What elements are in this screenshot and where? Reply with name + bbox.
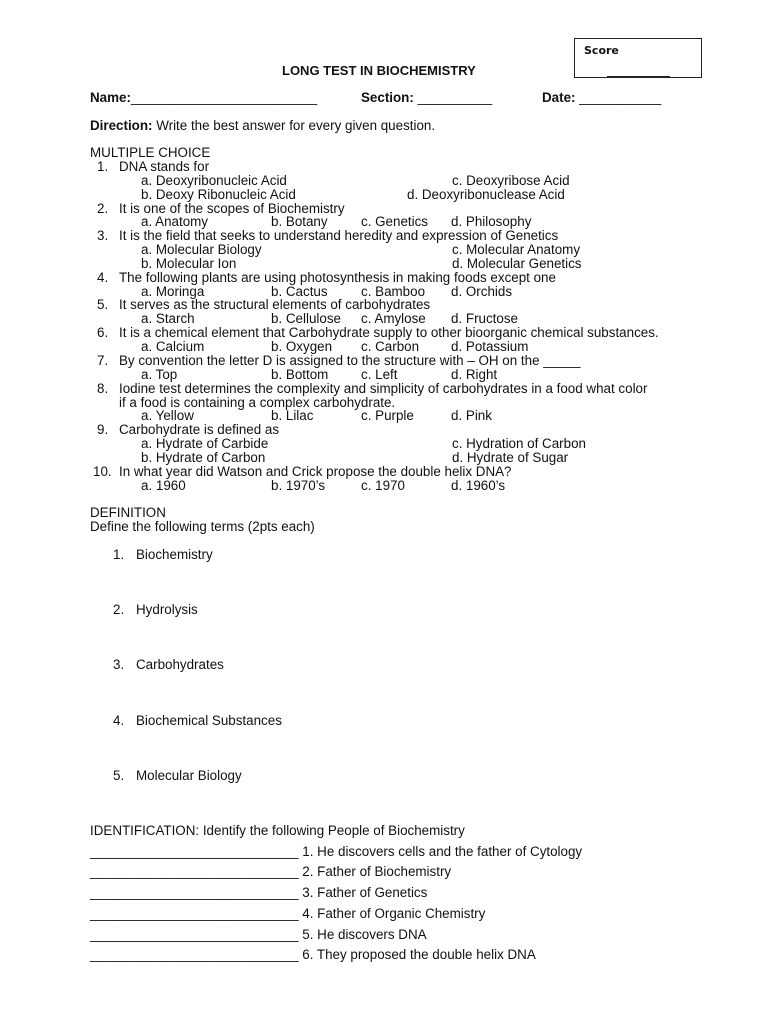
option-c: c. Left	[361, 367, 398, 382]
question-text: By convention the letter D is assigned to the structure with – OH on the _____	[119, 353, 581, 368]
option-a: a. Yellow	[141, 408, 194, 423]
answer-blank: ____________________________	[90, 844, 299, 859]
term-text: Hydrolysis	[136, 602, 198, 617]
multiple-choice-heading: MULTIPLE CHOICE	[90, 145, 211, 160]
option-b: b. Oxygen	[271, 339, 333, 354]
question-number: 10.	[93, 464, 112, 479]
option-a: a. Hydrate of Carbide	[141, 436, 269, 451]
option-b: b. Hydrate of Carbon	[141, 450, 266, 465]
question-number: 6.	[97, 325, 109, 340]
option-b: b. Cellulose	[271, 311, 341, 326]
option-c: c. Carbon	[361, 339, 420, 354]
option-d: d. Right	[451, 367, 498, 382]
option-a: a. Anatomy	[141, 214, 208, 229]
question-text: It is the field that seeks to understand heredity and expression of Genetics	[119, 228, 559, 243]
question-text: It is one of the scopes of Biochemistry	[119, 201, 345, 216]
score-line	[607, 76, 670, 77]
identification-text: 1. He discovers cells and the father of Cytology	[302, 844, 583, 859]
option-a: a. Calcium	[141, 339, 205, 354]
option-d: d. Potassium	[451, 339, 529, 354]
question-text: Carbohydrate is defined as	[119, 422, 280, 437]
option-c: c. Deoxyribose Acid	[452, 173, 570, 188]
question-text: DNA stands for	[119, 159, 210, 174]
option-b: b. Botany	[271, 214, 328, 229]
option-c: c. 1970	[361, 478, 405, 493]
identification-text: 2. Father of Biochemistry	[302, 864, 452, 879]
date-field	[542, 91, 661, 104]
answer-blank: ____________________________	[90, 927, 299, 942]
option-b: b. Deoxy Ribonucleic Acid	[141, 187, 296, 202]
identification-heading: IDENTIFICATION: Identify the following People of Biochemistry	[90, 823, 465, 838]
question-number: 5.	[97, 297, 109, 312]
option-c: c. Genetics	[361, 214, 428, 229]
option-c: c. Purple	[361, 408, 414, 423]
term-text: Carbohydrates	[136, 657, 224, 672]
question-text: It is a chemical element that Carbohydrate supply to other bioorganic chemical substances.	[119, 325, 659, 340]
section-label: Section:	[361, 90, 414, 105]
score-box	[574, 38, 702, 78]
name-label: Name:	[90, 90, 131, 105]
option-b: b. Molecular Ion	[141, 256, 237, 271]
answer-blank: ____________________________	[90, 864, 299, 879]
answer-blank: ____________________________	[90, 947, 299, 962]
option-d: d. Hydrate of Sugar	[452, 450, 569, 465]
option-a: a. Molecular Biology	[141, 242, 262, 257]
name-blank: _________________________	[130, 90, 318, 105]
option-c: c. Amylose	[361, 311, 426, 326]
option-d: d. Molecular Genetics	[452, 256, 582, 271]
option-a: a. Top	[141, 367, 178, 382]
answer-blank: ____________________________	[90, 885, 299, 900]
definition-heading: DEFINITION	[90, 505, 166, 520]
option-b: b. Cactus	[271, 284, 328, 299]
question-text: In what year did Watson and Crick propose the double helix DNA?	[119, 464, 512, 479]
answer-blank: ____________________________	[90, 906, 299, 921]
option-d: d. Deoxyribonuclease Acid	[407, 187, 565, 202]
date-blank: ___________	[579, 90, 662, 105]
question-number: 9.	[97, 422, 109, 437]
option-a: a. 1960	[141, 478, 186, 493]
question-text: It serves as the structural elements of carbohydrates	[119, 297, 431, 312]
identification-item	[90, 845, 582, 858]
identification-item	[90, 865, 451, 878]
option-d: d. Fructose	[451, 311, 518, 326]
term-text: Molecular Biology	[136, 768, 242, 783]
option-a: a. Deoxyribonucleic Acid	[141, 173, 287, 188]
question-number: 4.	[97, 270, 109, 285]
term-text: Biochemical Substances	[136, 713, 282, 728]
definition-instruction: Define the following terms (2pts each)	[90, 519, 315, 534]
question-number: 1.	[97, 159, 109, 174]
question-number: 8.	[97, 381, 109, 396]
option-b: b. Bottom	[271, 367, 329, 382]
direction-label: Direction:	[90, 118, 153, 133]
option-d: d. 1960’s	[451, 478, 506, 493]
score-label: Score	[584, 44, 619, 57]
term-number: 4.	[113, 713, 125, 728]
option-d: d. Philosophy	[451, 214, 532, 229]
term-text: Biochemistry	[136, 547, 213, 562]
term-number: 3.	[113, 657, 125, 672]
name-field	[90, 91, 317, 104]
option-c: c. Bamboo	[361, 284, 426, 299]
page-title: LONG TEST IN BIOCHEMISTRY	[282, 63, 476, 78]
identification-text: 3. Father of Genetics	[302, 885, 428, 900]
option-c: c. Molecular Anatomy	[452, 242, 581, 257]
question-number: 2.	[97, 201, 109, 216]
date-label: Date:	[542, 90, 576, 105]
section-field	[361, 91, 492, 104]
question-text: Iodine test determines the complexity and simplicity of carbohydrates in a food what color	[119, 381, 648, 396]
identification-text: 5. He discovers DNA	[302, 927, 427, 942]
question-number: 3.	[97, 228, 109, 243]
question-text: The following plants are using photosynthesis in making foods except one	[119, 270, 556, 285]
term-number: 5.	[113, 768, 125, 783]
identification-item	[90, 948, 536, 961]
question-text-continued: if a food is containing a complex carbohydrate.	[119, 395, 396, 410]
identification-text: 6. They proposed the double helix DNA	[302, 947, 536, 962]
option-a: a. Starch	[141, 311, 195, 326]
identification-item	[90, 886, 427, 899]
section-blank: __________	[417, 90, 493, 105]
term-number: 1.	[113, 547, 125, 562]
option-b: b. Lilac	[271, 408, 314, 423]
identification-item	[90, 928, 427, 941]
option-b: b. 1970’s	[271, 478, 326, 493]
question-number: 7.	[97, 353, 109, 368]
option-c: c. Hydration of Carbon	[452, 436, 586, 451]
direction-text: Write the best answer for every given question.	[152, 118, 436, 133]
identification-item	[90, 907, 485, 920]
option-d: d. Pink	[451, 408, 492, 423]
option-a: a. Moringa	[141, 284, 205, 299]
term-number: 2.	[113, 602, 125, 617]
identification-text: 4. Father of Organic Chemistry	[302, 906, 486, 921]
direction	[90, 119, 435, 132]
option-d: d. Orchids	[451, 284, 513, 299]
